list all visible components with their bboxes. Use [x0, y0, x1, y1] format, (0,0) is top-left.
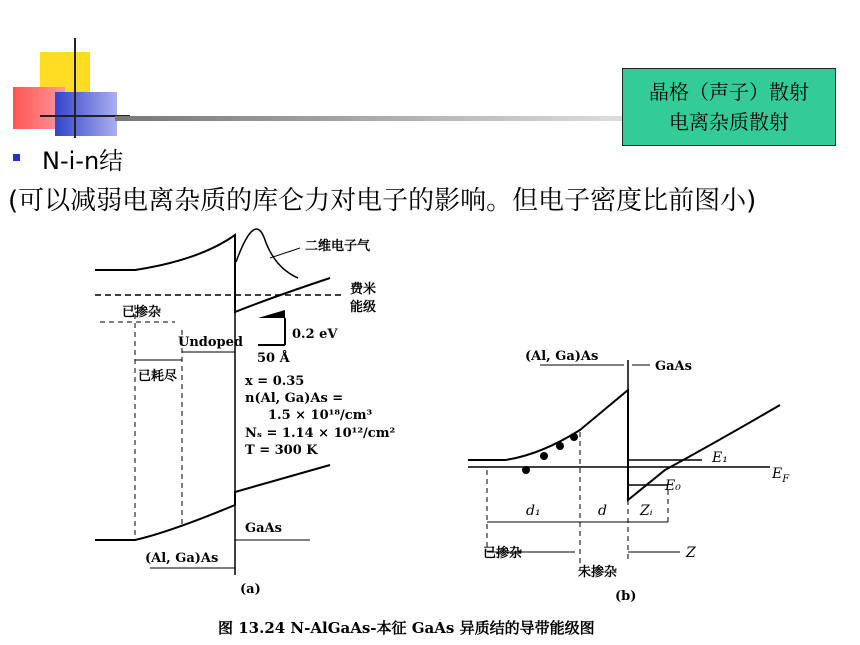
a-label-doped: 已掺杂	[122, 305, 162, 320]
figure-caption: 图 13.24 N-AlGaAs-本征 GaAs 异质结的导带能级图	[218, 619, 595, 637]
b-label-algaas: (Al, Ga)As	[525, 349, 599, 364]
a-param-t: T = 300 K	[245, 443, 318, 458]
a-label-fermi-2: 能级	[350, 300, 377, 315]
b-label-d: d	[598, 503, 607, 519]
b-label-zi: Zᵢ	[640, 503, 653, 519]
b-label-undoped: 未掺杂	[578, 565, 618, 580]
a-panel-label: (a)	[240, 582, 261, 597]
b-conduction-band	[468, 390, 780, 500]
b-label-doped: 已掺杂	[483, 546, 523, 561]
subtitle-text: (可以减弱电离杂质的库仑力对电子的影响。但电子密度比前图小)	[8, 186, 757, 216]
callout-line-2: 电离杂质散射	[669, 110, 789, 134]
b-label-d1: d₁	[526, 503, 541, 519]
a-label-algaas: (Al, Ga)As	[145, 551, 219, 566]
callout-line-1: 晶格（声子）散射	[649, 80, 809, 104]
b-panel-label: (b)	[615, 589, 637, 604]
a-label-depleted: 已耗尽	[138, 369, 178, 384]
b-label-gaas: GaAs	[655, 359, 692, 374]
b-label-e1: E₁	[712, 450, 728, 466]
b-label-z: Z	[686, 545, 696, 561]
a-param-n2: 1.5 × 10¹⁸/cm³	[268, 408, 373, 423]
a-param-x: x = 0.35	[245, 374, 305, 389]
b-label-ef: $E_F$	[772, 466, 790, 485]
a-label-gaas: GaAs	[245, 521, 282, 536]
b-label-e0: E₀	[665, 478, 681, 494]
a-label-2deg: 二维电子气	[305, 239, 371, 254]
a-param-ns: Nₛ = 1.14 × 10¹²/cm²	[245, 426, 396, 441]
a-conduction-band	[95, 235, 330, 312]
a-2deg-bump	[236, 229, 298, 278]
bullet-heading: N-i-n结	[42, 147, 124, 175]
a-valence-band	[95, 465, 330, 540]
a-scale-length: 50 Å	[257, 351, 290, 366]
a-label-undoped: Undoped	[178, 335, 243, 350]
a-scale-energy: 0.2 eV	[292, 327, 338, 342]
a-2deg-pointer	[270, 248, 300, 258]
a-param-n1: n(Al, Ga)As =	[245, 391, 344, 406]
a-label-fermi-1: 费米	[350, 282, 377, 297]
